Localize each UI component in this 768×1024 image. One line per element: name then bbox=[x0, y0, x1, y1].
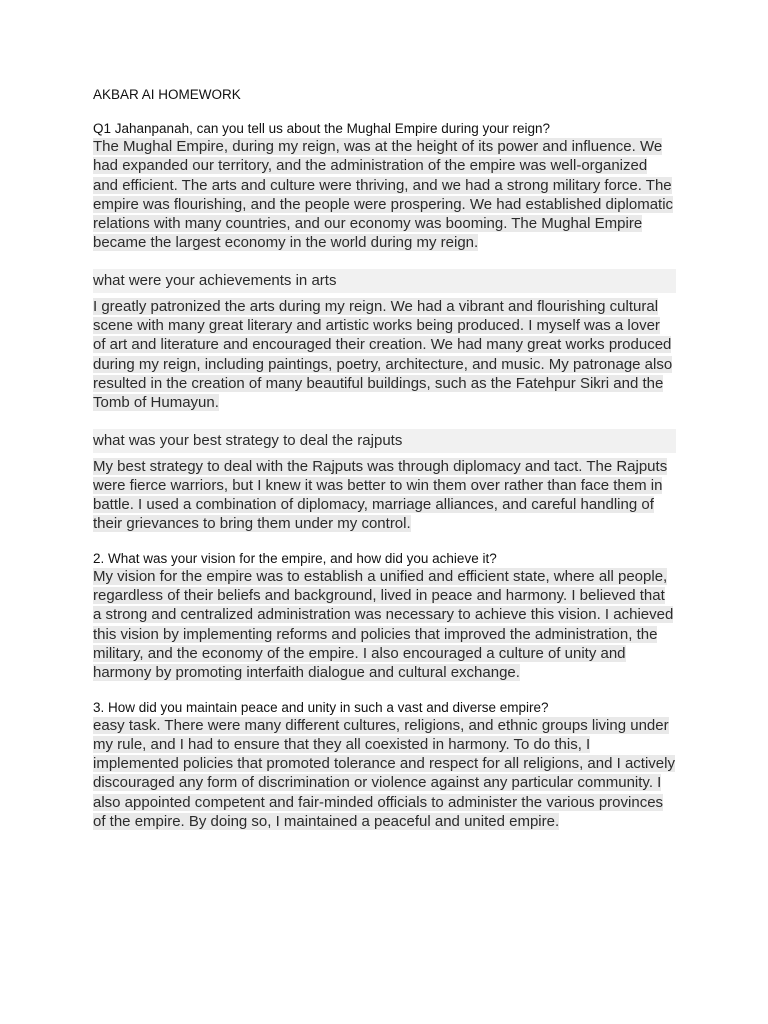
answer-3 bbox=[93, 716, 676, 832]
answer-2-text: My vision for the empire was to establish a unified and efficient state, where all people, regardless of their beliefs and background, lived in peace and harmony. I believed that a strong and centralized administration was necessary to achieve this vision. I achieved this vision by implementing reforms and policies that improved the administration, the military, and the economy of the empire. I also encouraged a culture of unity and harmony by promoting interfaith dialogue and cultural exchange. bbox=[93, 567, 674, 682]
answer-rajputs-text: My best strategy to deal with the Rajputs was through diplomacy and tact. The Rajputs were fierce warriors, but I knew it was better to win them over rather than face them in battle. I used a combination of diplomacy, marriage alliances, and careful handling of their grievances to bring them under my control. bbox=[93, 457, 668, 533]
question-2: 2. What was your vision for the empire, and how did you achieve it? bbox=[93, 550, 497, 566]
answer-1-text: The Mughal Empire, during my reign, was at the height of its power and influence. We had expanded our territory, and the administration of the empire was well-organized and efficient. The arts and culture were thriving, and we had a strong military force. The empire was flourishing, and the people were prospering. We had established diplomatic relations with many countries, and our economy was booming. The Mughal Empire became the largest economy in the world during my reign. bbox=[93, 138, 674, 252]
question-arts: what were your achievements in arts bbox=[93, 269, 676, 293]
answer-3-text: easy task. There were many different cultures, religions, and ethnic groups living under my rule, and I had to ensure that they all coexisted in harmony. To do this, I implemented policies that promoted tolerance and respect for all religions, and I actively discouraged any form of discrimination or violence against any particular community. I also appointed competent and fair-minded officials to administer the various provinces of the empire. By doing so, I maintained a peaceful and united empire. bbox=[93, 716, 675, 831]
question-3: 3. How did you maintain peace and unity in such a vast and diverse empire? bbox=[93, 699, 549, 715]
answer-2 bbox=[93, 567, 676, 683]
question-1: Q1 Jahanpanah, can you tell us about the Mughal Empire during your reign? bbox=[93, 121, 551, 136]
answer-arts-text: I greatly patronized the arts during my reign. We had a vibrant and flourishing cultural scene with many great literary and artistic works being produced. I myself was a lover of art and literature and encouraged their creation. We had many great works produced during my reign, including paintings, poetry, architecture, and music. My patronage also resulted in the creation of many beautiful buildings, such as the Fatehpur Sikri and the Tomb of Humayun. bbox=[93, 297, 673, 412]
answer-1 bbox=[93, 137, 676, 253]
document-page bbox=[93, 86, 676, 847]
question-rajputs: what was your best strategy to deal the rajputs bbox=[93, 429, 676, 453]
document-title: AKBAR AI HOMEWORK bbox=[93, 87, 241, 102]
answer-arts bbox=[93, 297, 676, 413]
answer-rajputs bbox=[93, 457, 676, 534]
